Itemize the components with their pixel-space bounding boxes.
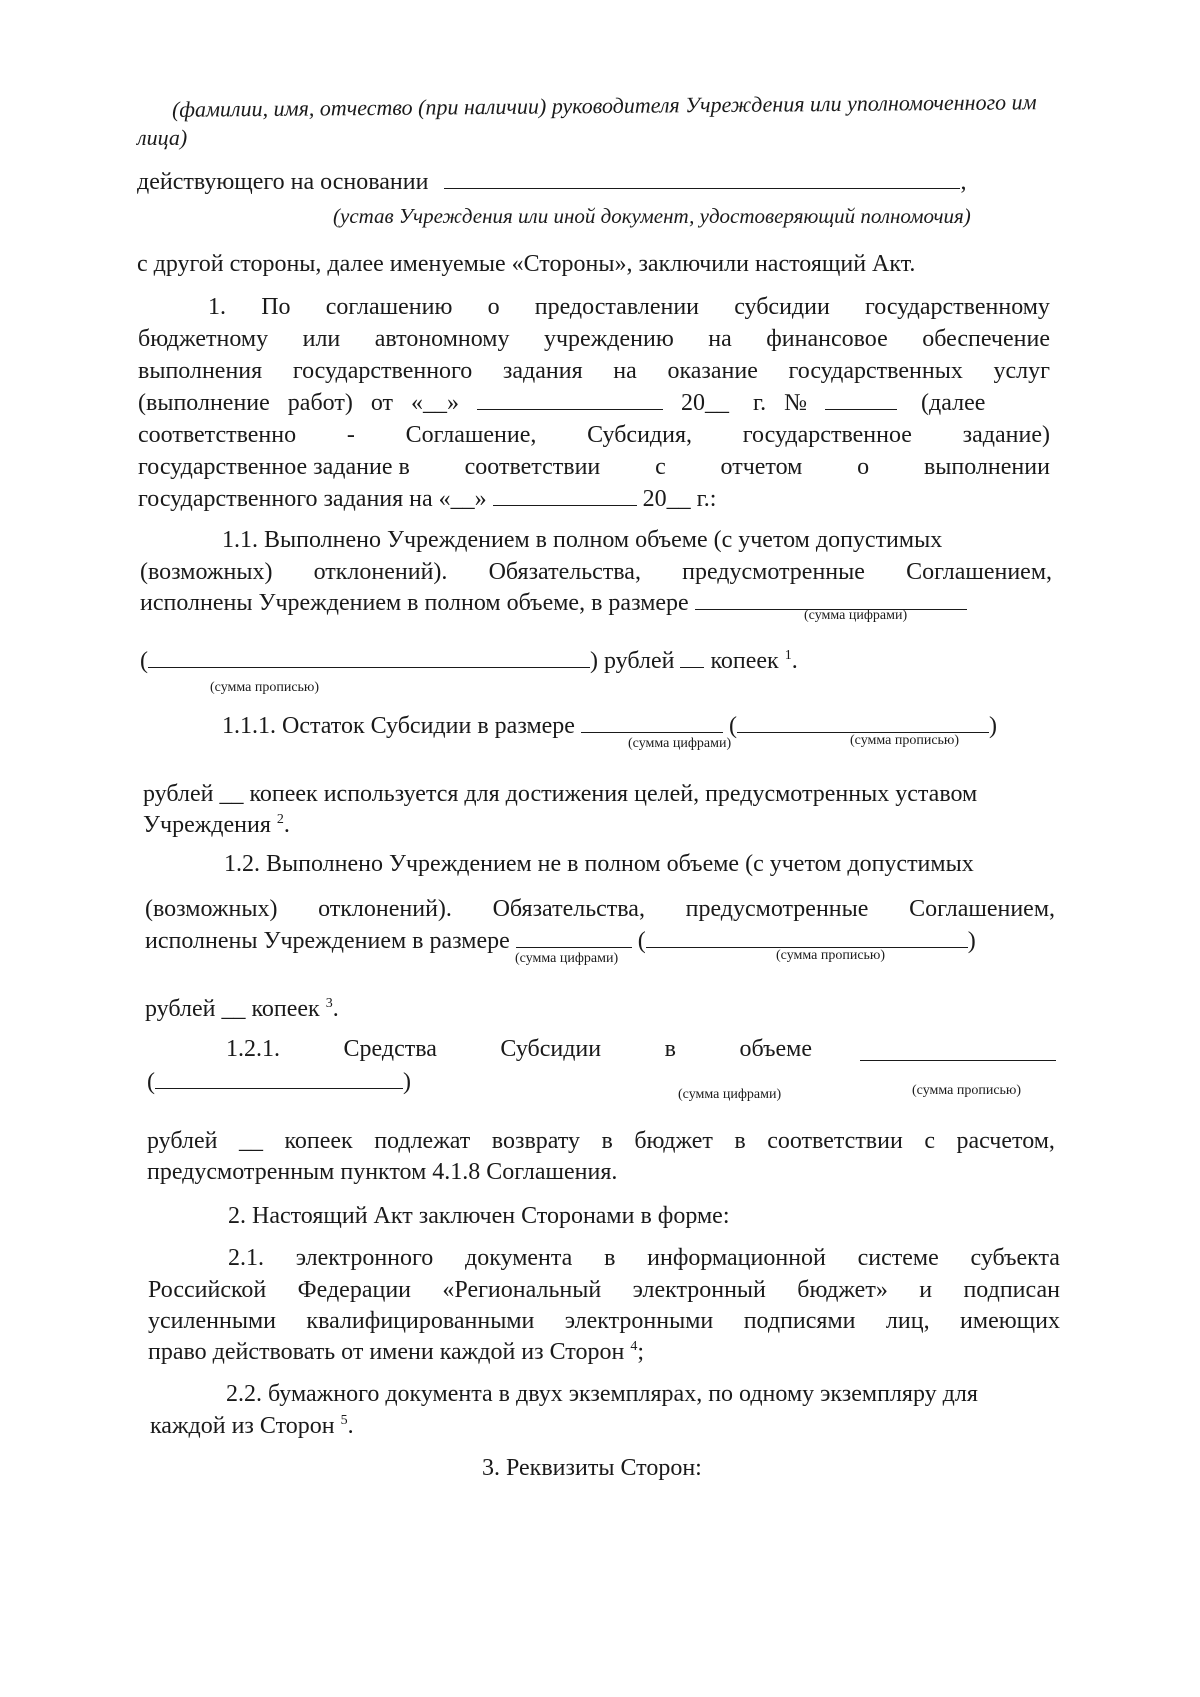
word: соответствии <box>464 454 601 480</box>
return-words-line <box>147 1066 411 1098</box>
footnote-ref: 3 <box>325 996 333 1011</box>
word: 2.1. <box>228 1245 264 1271</box>
word: о <box>857 454 870 480</box>
word: Соглашением, <box>906 559 1052 585</box>
word: усиленными <box>148 1308 276 1334</box>
word: исполнены Учреждением в полном объеме, в размере <box>140 590 689 616</box>
word: . <box>347 1413 354 1439</box>
word: обеспечение <box>922 326 1050 352</box>
official-caption: (фамилии, имя, отчество (при наличии) руководителя Учреждения или уполномоченного им <box>171 89 1037 122</box>
word: Обязательства, <box>492 896 645 922</box>
word: субъекта <box>970 1245 1060 1271</box>
word: каждой из Сторон <box>150 1413 335 1439</box>
p1-line-6 <box>138 451 1050 483</box>
p1-line-7 <box>138 483 716 515</box>
p1-line-4 <box>138 387 985 419</box>
word: (выполнение <box>138 390 270 416</box>
word: . <box>332 996 339 1022</box>
word: оказание <box>667 358 758 384</box>
word: отчетом <box>720 454 803 480</box>
sum-words-caption: (сумма прописью) <box>210 680 320 695</box>
p121-line-2 <box>147 1125 1055 1157</box>
balance-digits-caption: (сумма цифрами) <box>628 736 732 751</box>
p1-number: 1. <box>208 294 226 320</box>
agreement-number-blank[interactable] <box>825 387 897 410</box>
basis-blank[interactable] <box>444 166 960 189</box>
word: рублей __ копеек <box>145 996 320 1022</box>
p22-line-1: 2.2. бумажного документа в двух экземплярах, по одному экземпляру для <box>226 1381 978 1407</box>
word: задания <box>502 358 583 384</box>
word: электронного <box>295 1245 434 1271</box>
p21-line-2 <box>148 1274 1060 1306</box>
word: ; <box>637 1339 644 1365</box>
paren: ( <box>728 713 737 739</box>
word: с <box>924 1128 935 1154</box>
word: Субсидия, <box>587 422 693 448</box>
partial-words-blank[interactable] <box>646 925 968 948</box>
word: Федерации <box>297 1277 412 1303</box>
return-digits-caption: (сумма цифрами) <box>678 1087 782 1102</box>
word: право действовать от имени каждой из Сторон <box>148 1339 625 1365</box>
word: государственное <box>742 422 912 448</box>
word: . <box>283 812 290 838</box>
word: . <box>791 648 798 674</box>
word: финансовое <box>766 326 888 352</box>
word: копеек <box>284 1128 353 1154</box>
word: Средства <box>343 1036 437 1062</box>
word: бюджет» <box>797 1277 888 1303</box>
paren: ) <box>967 928 976 954</box>
word: объеме <box>739 1036 812 1062</box>
word: на <box>613 358 637 384</box>
word: Российской <box>148 1277 267 1303</box>
word: государственному <box>865 294 1050 320</box>
word: «Региональный <box>442 1277 602 1303</box>
word: бюджет <box>634 1128 713 1154</box>
p12-line-2 <box>145 893 1055 925</box>
acting-basis-line <box>137 166 966 198</box>
word: от <box>370 390 393 416</box>
paren: ) <box>403 1069 411 1095</box>
p111-line-3 <box>143 809 290 841</box>
paren: ( <box>637 928 646 954</box>
word: подписями <box>743 1308 856 1334</box>
footnote-ref: 4 <box>630 1339 638 1354</box>
word: в <box>604 1245 616 1271</box>
word: государственного <box>292 358 473 384</box>
partial-words-caption: (сумма прописью) <box>776 948 886 963</box>
word: услуг <box>993 358 1050 384</box>
p121-line-1 <box>226 1033 812 1065</box>
word: в <box>664 1036 676 1062</box>
return-words-caption: (сумма прописью) <box>912 1083 1022 1098</box>
official-caption-cont: лица) <box>137 125 188 150</box>
word: государственного задания на «__» <box>138 486 487 512</box>
word: По <box>261 294 291 320</box>
word: соглашению <box>325 294 453 320</box>
word: подписан <box>963 1277 1060 1303</box>
word: субсидии <box>734 294 830 320</box>
word: предусмотренные <box>682 559 865 585</box>
word: о <box>487 294 500 320</box>
word: на <box>708 326 732 352</box>
agreement-month-blank[interactable] <box>477 387 663 410</box>
balance-words-caption: (сумма прописью) <box>850 733 960 748</box>
word: Субсидии <box>500 1036 602 1062</box>
kopeck-blank[interactable]: __ <box>238 1128 263 1154</box>
word: выполнения <box>138 358 263 384</box>
word: с <box>655 454 666 480</box>
word: - <box>346 422 355 448</box>
p12-line-1: 1.2. Выполнено Учреждением не в полном объеме (с учетом допустимых <box>224 851 974 877</box>
word: и <box>919 1277 933 1303</box>
p21-line-4 <box>148 1336 644 1368</box>
kopeck-blank[interactable] <box>680 645 704 668</box>
p2-line: 2. Настоящий Акт заключен Сторонами в форме: <box>228 1203 730 1229</box>
paren: ( <box>140 648 148 674</box>
balance-digits-blank[interactable] <box>581 710 723 733</box>
p1-line-2 <box>138 323 1050 355</box>
partial-digits-blank[interactable] <box>516 925 632 948</box>
word: (возможных) <box>145 896 278 922</box>
p121-line-3: предусмотренным пунктом 4.1.8 Соглашения. <box>147 1159 618 1185</box>
number-sign: № <box>784 390 808 416</box>
word: (возможных) <box>140 559 273 585</box>
word: 1.1.1. Остаток Субсидии в размере <box>222 713 575 739</box>
word: государственных <box>788 358 963 384</box>
basis-comma: , <box>960 169 967 195</box>
word: или <box>302 326 341 352</box>
word: Учреждения <box>143 812 271 838</box>
word: учреждению <box>543 326 674 352</box>
paren: ( <box>147 1069 155 1095</box>
return-words-blank[interactable] <box>155 1066 403 1089</box>
word: квалифицированными <box>306 1308 535 1334</box>
word: автономному <box>374 326 510 352</box>
p11-line-1: 1.1. Выполнено Учреждением в полном объеме (с учетом допустимых <box>222 527 943 553</box>
word: документа <box>465 1245 573 1271</box>
p12-line-4 <box>145 993 339 1025</box>
word: электронный <box>632 1277 766 1303</box>
word: системе <box>857 1245 939 1271</box>
word: копеек <box>710 648 779 674</box>
word: предоставлении <box>534 294 699 320</box>
p1-line-3 <box>138 355 1050 387</box>
word: Обязательства, <box>488 559 641 585</box>
p111-line-2: рублей __ копеек используется для достижения целей, предусмотренных уставом <box>143 781 978 807</box>
word: возврату <box>491 1128 580 1154</box>
word: лиц, <box>885 1308 930 1334</box>
p21-line-1 <box>228 1242 1060 1274</box>
word: г. <box>753 390 767 416</box>
word: 1.2.1. <box>226 1036 280 1062</box>
section-3-title: 3. Реквизиты Сторон: <box>482 1455 702 1481</box>
report-month-blank[interactable] <box>493 483 637 506</box>
paren: ) <box>988 713 997 739</box>
word: соответствии <box>767 1128 903 1154</box>
word: (далее <box>921 390 986 416</box>
word: имеющих <box>960 1308 1060 1334</box>
sum-digits-caption: (сумма цифрами) <box>804 608 908 623</box>
word: в <box>734 1128 746 1154</box>
word: 20__ г.: <box>642 486 717 512</box>
agreement-year-blank[interactable]: 20__ <box>681 390 729 416</box>
word: соответственно <box>138 422 297 448</box>
word: исполнены Учреждением в размере <box>145 928 510 954</box>
balance-words-blank[interactable] <box>737 710 989 733</box>
word: работ) <box>287 390 353 416</box>
word: информационной <box>647 1245 826 1271</box>
p22-line-2 <box>150 1410 354 1442</box>
word: Соглашением, <box>909 896 1055 922</box>
word: отклонений). <box>313 559 448 585</box>
word: бюджетному <box>138 326 269 352</box>
word: государственное задание в <box>138 454 410 480</box>
sum-words-blank[interactable] <box>148 645 590 668</box>
word: рублей <box>147 1128 218 1154</box>
return-digits-blank[interactable] <box>860 1038 1056 1061</box>
acting-basis-label: действующего на основании <box>137 169 429 195</box>
footnote-ref: 1 <box>784 648 792 663</box>
word: расчетом, <box>956 1128 1055 1154</box>
word: выполнении <box>923 454 1050 480</box>
word: предусмотренные <box>685 896 869 922</box>
p21-line-3 <box>148 1305 1060 1337</box>
word: Соглашение, <box>405 422 537 448</box>
p1-line-5 <box>138 419 1050 451</box>
word: электронными <box>564 1308 714 1334</box>
word: отклонений). <box>318 896 452 922</box>
word: задание) <box>962 422 1050 448</box>
agreement-day-blank[interactable]: «__» <box>411 390 459 416</box>
footnote-ref: 5 <box>340 1413 348 1428</box>
footnote-ref: 2 <box>276 812 284 827</box>
word: в <box>601 1128 613 1154</box>
p1-line-1 <box>208 291 1050 323</box>
partial-digits-caption: (сумма цифрами) <box>515 951 619 966</box>
p11-line-2 <box>140 556 1052 588</box>
other-side-line: с другой стороны, далее именуемые «Стороны», заключили настоящий Акт. <box>137 251 916 277</box>
word: подлежат <box>374 1128 471 1154</box>
word: ) рублей <box>590 648 675 674</box>
basis-caption: (устав Учреждения или иной документ, удостоверяющий полномочия) <box>333 204 971 228</box>
p11-line-4 <box>140 645 798 677</box>
